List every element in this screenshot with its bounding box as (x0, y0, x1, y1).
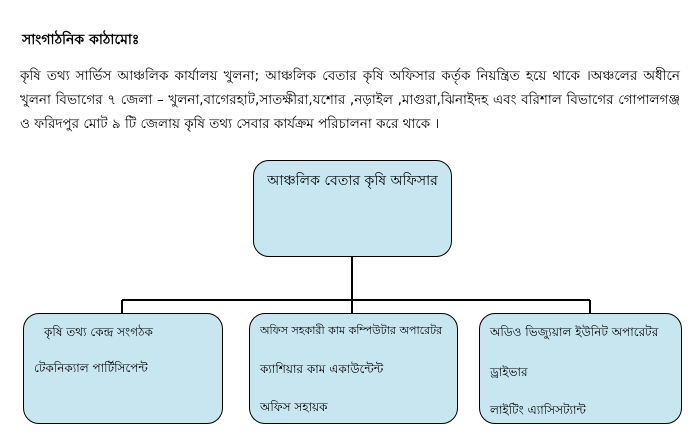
middle-box-line-3: অফিস সহায়ক (260, 400, 328, 414)
org-box-left (23, 313, 223, 424)
section-heading: সাংগাঠনিক কাঠামোঃ (22, 32, 140, 48)
head-officer-label: আঞ্চলিক বেতার কৃষি অফিসার (267, 173, 438, 189)
right-box-line-2: ড্রাইভার (490, 365, 528, 379)
right-box-line-1: অডিও ভিজ্যুয়াল ইউনিট অপারেটর (490, 325, 659, 339)
middle-box-line-2: ক্যাশিয়ার কাম একাউন্টেন্ট (260, 362, 384, 376)
left-box-line-1: কৃষি তথ্য কেন্দ্র সংগঠক (44, 325, 153, 339)
org-box-middle (249, 313, 458, 424)
middle-box-line-1: অফিস সহকারী কাম কম্পিউটার অপারেটর (260, 324, 443, 337)
left-box-line-2: টেকনিক্যাল পার্টিসিপেন্ট (34, 361, 148, 375)
right-box-line-3: লাইটিং এ্যাসিসট্যান্ট (490, 403, 586, 417)
description-paragraph: কৃষি তথ্য সার্ভিস আঞ্চলিক কার্যালয় খুলনা; আঞ্চলিক বেতার কৃষি অফিসার কর্তৃক নিয়ন্ত্রিত হয়ে থাকে ।অঞ্চলের অধীনে খুলনা বিভাগের ৭ জেলা – খুলনা,বাগেরহাট,সাতক্ষীরা,যশোর ,নড়াইল ,মাগুরা,ঝিনাইদহ এবং বরিশাল বিভাগের গোপালগঞ্জ ও ফরিদপুর মোট ৯ টি জেলায় কৃষি তথ্য সেবার কার্যক্রম পরিচালনা করে থাকে । (20, 68, 680, 132)
org-box-right (479, 313, 682, 424)
org-box-head-officer (253, 160, 452, 257)
